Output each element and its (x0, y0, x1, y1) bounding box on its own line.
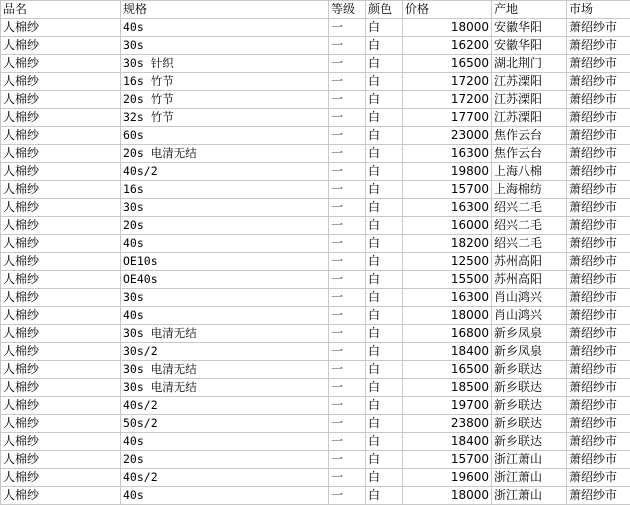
table-row (1, 19, 630, 37)
table-row (1, 415, 630, 433)
cell-price: 15700 (403, 181, 492, 199)
cell-spec: 30s 电清无结 (121, 361, 329, 379)
cell-grade: 一 (329, 37, 366, 55)
cell-spec: 16s 竹节 (121, 73, 329, 91)
cell-color: 白 (366, 271, 403, 289)
header-cell-color: 颜色 (366, 1, 403, 19)
cell-name: 人棉纱 (1, 37, 121, 55)
cell-name: 人棉纱 (1, 55, 121, 73)
cell-price: 17200 (403, 91, 492, 109)
cell-spec: 40s (121, 307, 329, 325)
table-row (1, 217, 630, 235)
cell-spec: 16s (121, 181, 329, 199)
cell-market: 萧绍纱市 (567, 361, 630, 379)
cell-grade: 一 (329, 217, 366, 235)
cell-name: 人棉纱 (1, 325, 121, 343)
cell-origin: 绍兴二毛 (492, 235, 567, 253)
cell-grade: 一 (329, 181, 366, 199)
table-row (1, 397, 630, 415)
cell-market: 萧绍纱市 (567, 109, 630, 127)
cell-price: 16300 (403, 289, 492, 307)
cell-name: 人棉纱 (1, 145, 121, 163)
cell-name: 人棉纱 (1, 307, 121, 325)
cell-spec: 30s (121, 37, 329, 55)
cell-color: 白 (366, 253, 403, 271)
cell-name: 人棉纱 (1, 91, 121, 109)
table-row (1, 289, 630, 307)
cell-name: 人棉纱 (1, 163, 121, 181)
cell-spec: 30s 针织 (121, 55, 329, 73)
cell-price: 18400 (403, 433, 492, 451)
cell-spec: 20s (121, 217, 329, 235)
cell-origin: 安徽华阳 (492, 37, 567, 55)
cell-market: 萧绍纱市 (567, 217, 630, 235)
table-row (1, 271, 630, 289)
cell-origin: 肖山鸿兴 (492, 289, 567, 307)
cell-name: 人棉纱 (1, 181, 121, 199)
cell-color: 白 (366, 145, 403, 163)
table-row (1, 199, 630, 217)
cell-grade: 一 (329, 235, 366, 253)
cell-market: 萧绍纱市 (567, 343, 630, 361)
cell-spec: 20s (121, 451, 329, 469)
cell-grade: 一 (329, 73, 366, 91)
header-cell-name: 品名 (1, 1, 121, 19)
table-row (1, 145, 630, 163)
cell-color: 白 (366, 235, 403, 253)
table-row (1, 73, 630, 91)
cell-market: 萧绍纱市 (567, 55, 630, 73)
table-row (1, 433, 630, 451)
cell-price: 15700 (403, 451, 492, 469)
cell-name: 人棉纱 (1, 451, 121, 469)
cell-spec: 30s 电清无结 (121, 325, 329, 343)
cell-market: 萧绍纱市 (567, 451, 630, 469)
cell-color: 白 (366, 433, 403, 451)
table-row (1, 469, 630, 487)
header-cell-grade: 等级 (329, 1, 366, 19)
cell-spec: 32s 竹节 (121, 109, 329, 127)
cell-color: 白 (366, 181, 403, 199)
cell-name: 人棉纱 (1, 361, 121, 379)
cell-color: 白 (366, 199, 403, 217)
cell-name: 人棉纱 (1, 253, 121, 271)
cell-origin: 上海八棉 (492, 163, 567, 181)
cell-grade: 一 (329, 415, 366, 433)
cell-market: 萧绍纱市 (567, 199, 630, 217)
table-row (1, 181, 630, 199)
cell-price: 19600 (403, 469, 492, 487)
cell-market: 萧绍纱市 (567, 145, 630, 163)
cell-color: 白 (366, 343, 403, 361)
cell-grade: 一 (329, 469, 366, 487)
cell-price: 18400 (403, 343, 492, 361)
cell-spec: 20s 电清无结 (121, 145, 329, 163)
cell-name: 人棉纱 (1, 469, 121, 487)
cell-market: 萧绍纱市 (567, 325, 630, 343)
table-row (1, 163, 630, 181)
cell-spec: OE40s (121, 271, 329, 289)
cell-grade: 一 (329, 361, 366, 379)
cell-price: 18500 (403, 379, 492, 397)
cell-name: 人棉纱 (1, 433, 121, 451)
cell-spec: 30s (121, 289, 329, 307)
cell-spec: 30s (121, 199, 329, 217)
cell-origin: 苏州高阳 (492, 253, 567, 271)
cell-market: 萧绍纱市 (567, 91, 630, 109)
cell-grade: 一 (329, 343, 366, 361)
cell-spec: 40s (121, 487, 329, 505)
header-cell-price: 价格 (403, 1, 492, 19)
cell-spec: 40s/2 (121, 397, 329, 415)
cell-market: 萧绍纱市 (567, 307, 630, 325)
cell-color: 白 (366, 217, 403, 235)
cell-grade: 一 (329, 487, 366, 505)
cell-market: 萧绍纱市 (567, 163, 630, 181)
table-body (1, 19, 630, 505)
cell-origin: 肖山鸿兴 (492, 307, 567, 325)
cell-color: 白 (366, 379, 403, 397)
cell-origin: 新乡联达 (492, 415, 567, 433)
cell-market: 萧绍纱市 (567, 397, 630, 415)
table-row (1, 325, 630, 343)
cell-grade: 一 (329, 19, 366, 37)
cell-market: 萧绍纱市 (567, 37, 630, 55)
cell-name: 人棉纱 (1, 109, 121, 127)
cell-origin: 江苏溧阳 (492, 91, 567, 109)
cell-grade: 一 (329, 163, 366, 181)
cell-name: 人棉纱 (1, 271, 121, 289)
header-cell-spec: 规格 (121, 1, 329, 19)
cell-price: 18000 (403, 487, 492, 505)
cell-origin: 焦作云台 (492, 127, 567, 145)
cell-grade: 一 (329, 325, 366, 343)
header-cell-market: 市场 (567, 1, 630, 19)
cell-price: 17700 (403, 109, 492, 127)
cell-market: 萧绍纱市 (567, 469, 630, 487)
cell-grade: 一 (329, 397, 366, 415)
cell-spec: 30s 电清无结 (121, 379, 329, 397)
cell-color: 白 (366, 163, 403, 181)
cell-origin: 新乡凤泉 (492, 325, 567, 343)
cell-market: 萧绍纱市 (567, 433, 630, 451)
cell-grade: 一 (329, 199, 366, 217)
cell-color: 白 (366, 325, 403, 343)
table-row (1, 55, 630, 73)
cell-grade: 一 (329, 55, 366, 73)
cell-color: 白 (366, 415, 403, 433)
cell-grade: 一 (329, 451, 366, 469)
cell-market: 萧绍纱市 (567, 73, 630, 91)
cell-origin: 绍兴二毛 (492, 199, 567, 217)
cell-name: 人棉纱 (1, 487, 121, 505)
cell-grade: 一 (329, 271, 366, 289)
cell-spec: 20s 竹节 (121, 91, 329, 109)
table-row (1, 343, 630, 361)
cell-price: 17200 (403, 73, 492, 91)
cell-color: 白 (366, 109, 403, 127)
cell-origin: 新乡联达 (492, 433, 567, 451)
cell-name: 人棉纱 (1, 199, 121, 217)
cell-grade: 一 (329, 289, 366, 307)
cell-spec: 40s (121, 235, 329, 253)
cell-origin: 新乡联达 (492, 397, 567, 415)
cell-price: 18200 (403, 235, 492, 253)
cell-spec: 60s (121, 127, 329, 145)
cell-spec: 40s/2 (121, 163, 329, 181)
cell-price: 19800 (403, 163, 492, 181)
cell-market: 萧绍纱市 (567, 19, 630, 37)
table-row (1, 235, 630, 253)
cell-origin: 苏州高阳 (492, 271, 567, 289)
cell-color: 白 (366, 451, 403, 469)
cell-name: 人棉纱 (1, 235, 121, 253)
cell-color: 白 (366, 469, 403, 487)
cell-price: 15500 (403, 271, 492, 289)
table-row (1, 253, 630, 271)
cell-name: 人棉纱 (1, 289, 121, 307)
cell-name: 人棉纱 (1, 343, 121, 361)
header-cell-origin: 产地 (492, 1, 567, 19)
cell-color: 白 (366, 73, 403, 91)
cell-price: 16500 (403, 55, 492, 73)
cell-spec: 40s (121, 19, 329, 37)
cell-market: 萧绍纱市 (567, 487, 630, 505)
cell-color: 白 (366, 127, 403, 145)
cell-price: 16500 (403, 361, 492, 379)
cell-spec: 30s/2 (121, 343, 329, 361)
cell-price: 23800 (403, 415, 492, 433)
cell-origin: 上海棉纺 (492, 181, 567, 199)
cell-price: 16800 (403, 325, 492, 343)
cell-origin: 新乡凤泉 (492, 343, 567, 361)
cell-market: 萧绍纱市 (567, 271, 630, 289)
cell-origin: 浙江萧山 (492, 451, 567, 469)
cell-color: 白 (366, 487, 403, 505)
header-row (1, 1, 630, 19)
cell-origin: 江苏溧阳 (492, 109, 567, 127)
cell-price: 23000 (403, 127, 492, 145)
cell-grade: 一 (329, 91, 366, 109)
cell-color: 白 (366, 361, 403, 379)
cell-market: 萧绍纱市 (567, 415, 630, 433)
cell-market: 萧绍纱市 (567, 379, 630, 397)
table-row (1, 451, 630, 469)
table-row (1, 91, 630, 109)
cell-color: 白 (366, 91, 403, 109)
cell-color: 白 (366, 289, 403, 307)
cell-spec: 40s/2 (121, 469, 329, 487)
cell-price: 16200 (403, 37, 492, 55)
cell-grade: 一 (329, 253, 366, 271)
cell-price: 12500 (403, 253, 492, 271)
cell-grade: 一 (329, 127, 366, 145)
cell-color: 白 (366, 37, 403, 55)
cell-name: 人棉纱 (1, 19, 121, 37)
cell-name: 人棉纱 (1, 217, 121, 235)
cell-grade: 一 (329, 379, 366, 397)
cell-spec: OE10s (121, 253, 329, 271)
table-row (1, 127, 630, 145)
cell-grade: 一 (329, 109, 366, 127)
cell-price: 19700 (403, 397, 492, 415)
cell-origin: 湖北荆门 (492, 55, 567, 73)
cell-price: 16300 (403, 145, 492, 163)
table-row (1, 361, 630, 379)
cell-origin: 新乡联达 (492, 361, 567, 379)
cell-market: 萧绍纱市 (567, 235, 630, 253)
table-row (1, 487, 630, 505)
cell-color: 白 (366, 307, 403, 325)
cell-origin: 安徽华阳 (492, 19, 567, 37)
table-row (1, 379, 630, 397)
cell-origin: 新乡联达 (492, 379, 567, 397)
table-row (1, 307, 630, 325)
table-row (1, 37, 630, 55)
cell-origin: 绍兴二毛 (492, 217, 567, 235)
cell-grade: 一 (329, 145, 366, 163)
cell-name: 人棉纱 (1, 415, 121, 433)
cell-color: 白 (366, 55, 403, 73)
cell-origin: 江苏溧阳 (492, 73, 567, 91)
cell-price: 16300 (403, 199, 492, 217)
cell-market: 萧绍纱市 (567, 181, 630, 199)
cell-price: 16000 (403, 217, 492, 235)
cell-color: 白 (366, 397, 403, 415)
cell-color: 白 (366, 19, 403, 37)
cell-market: 萧绍纱市 (567, 127, 630, 145)
cell-origin: 浙江萧山 (492, 487, 567, 505)
cell-origin: 浙江萧山 (492, 469, 567, 487)
cell-market: 萧绍纱市 (567, 253, 630, 271)
cell-name: 人棉纱 (1, 379, 121, 397)
cell-spec: 50s/2 (121, 415, 329, 433)
cell-price: 18000 (403, 19, 492, 37)
cell-name: 人棉纱 (1, 127, 121, 145)
cell-grade: 一 (329, 433, 366, 451)
cell-spec: 40s (121, 433, 329, 451)
table-row (1, 109, 630, 127)
cell-name: 人棉纱 (1, 397, 121, 415)
cell-grade: 一 (329, 307, 366, 325)
cell-name: 人棉纱 (1, 73, 121, 91)
cell-price: 18000 (403, 307, 492, 325)
cell-origin: 焦作云台 (492, 145, 567, 163)
cell-market: 萧绍纱市 (567, 289, 630, 307)
